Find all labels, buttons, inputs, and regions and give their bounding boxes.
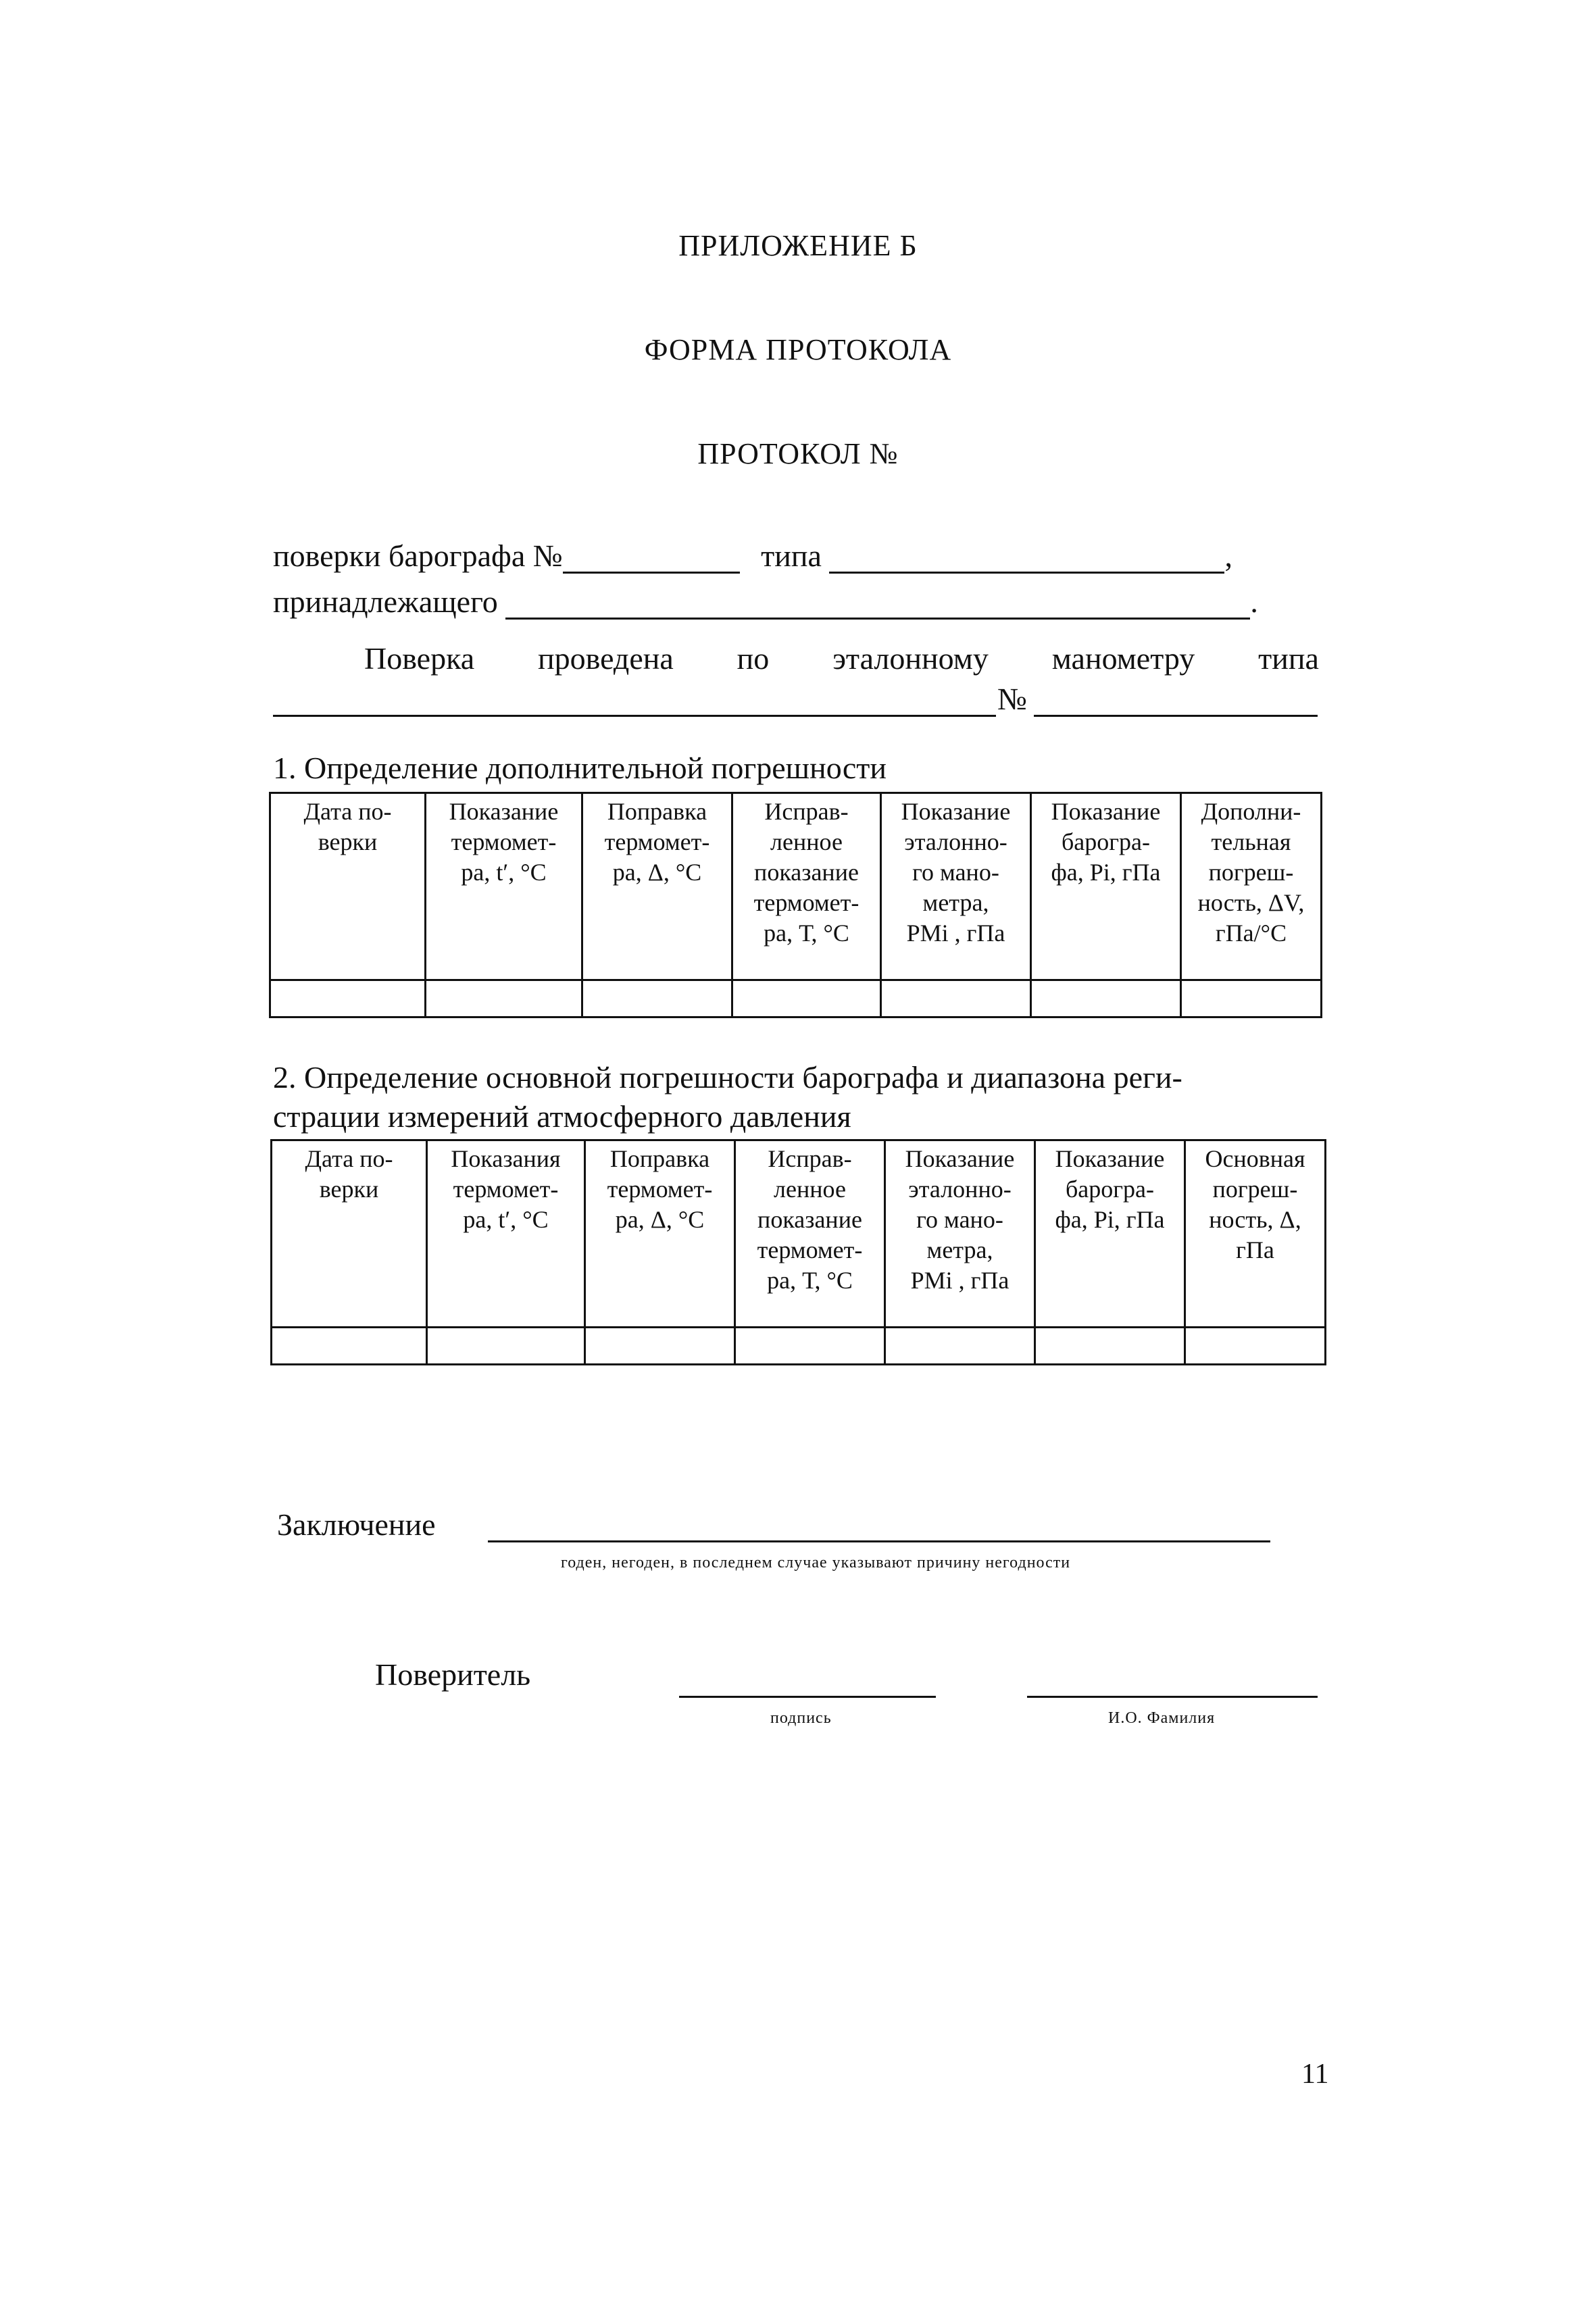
section1-table bbox=[269, 792, 1322, 1018]
verifier-label: Поверитель bbox=[375, 1657, 531, 1692]
line2-period: . bbox=[1250, 584, 1258, 619]
column-header: Дата по- верки bbox=[272, 1140, 427, 1328]
section2-table bbox=[270, 1139, 1326, 1365]
conclusion-blank[interactable] bbox=[488, 1540, 1270, 1542]
table-row bbox=[272, 1328, 1326, 1365]
intro-line-3 bbox=[273, 640, 1319, 676]
column-header: Показание эталонно- го мано- метра, PМi , гПа bbox=[885, 1140, 1035, 1328]
word-4: эталонному bbox=[832, 641, 989, 676]
table-cell[interactable] bbox=[585, 1328, 735, 1365]
column-header: Показание барогра- фа, Pi, гПа bbox=[1035, 1140, 1185, 1328]
word-5: манометру bbox=[1051, 641, 1195, 676]
table-header-row bbox=[272, 1140, 1326, 1328]
word-1: Поверка bbox=[364, 641, 475, 676]
table-cell[interactable] bbox=[732, 980, 881, 1017]
table-cell[interactable] bbox=[735, 1328, 885, 1365]
table-cell[interactable] bbox=[881, 980, 1031, 1017]
column-header: Основная погреш- ность, Δ, гПа bbox=[1185, 1140, 1326, 1328]
table-cell[interactable] bbox=[1185, 1328, 1326, 1365]
column-header: Показание эталонно- го мано- метра, PМi , гПа bbox=[881, 793, 1031, 980]
word-3: по bbox=[737, 641, 770, 676]
table-cell[interactable] bbox=[1181, 980, 1322, 1017]
column-header: Показания термомет- ра, t′, °С bbox=[427, 1140, 585, 1328]
word-6: типа bbox=[1258, 641, 1319, 676]
intro-line-1 bbox=[273, 538, 1232, 574]
barograph-label: поверки барографа № bbox=[273, 538, 563, 573]
table-cell[interactable] bbox=[427, 1328, 585, 1365]
manometer-number-blank[interactable] bbox=[1034, 715, 1318, 717]
page-number: 11 bbox=[1301, 2059, 1329, 2090]
column-header: Исправ- ленное показание термомет- ра, Т, °С bbox=[735, 1140, 885, 1328]
table-cell[interactable] bbox=[270, 980, 426, 1017]
line1-comma: , bbox=[1224, 538, 1232, 573]
owner-blank[interactable] bbox=[505, 590, 1250, 620]
name-caption: И.О. Фамилия bbox=[1108, 1709, 1216, 1727]
table-cell[interactable] bbox=[272, 1328, 427, 1365]
signature-blank[interactable] bbox=[679, 1696, 936, 1698]
appendix-heading: ПРИЛОЖЕНИЕ Б bbox=[678, 229, 918, 262]
table-cell[interactable] bbox=[426, 980, 582, 1017]
name-blank[interactable] bbox=[1027, 1696, 1318, 1698]
owner-label: принадлежащего bbox=[273, 584, 498, 619]
table-cell[interactable] bbox=[1031, 980, 1181, 1017]
section2-title-line-1: 2. Определение основной погрешности барографа и диапазона реги- bbox=[273, 1060, 1182, 1095]
manometer-number-label: № bbox=[997, 682, 1027, 716]
table-cell[interactable] bbox=[885, 1328, 1035, 1365]
manometer-type-blank[interactable] bbox=[273, 715, 996, 717]
column-header: Исправ- ленное показание термомет- ра, Т, °С bbox=[732, 793, 881, 980]
form-title: ФОРМА ПРОТОКОЛА bbox=[644, 333, 952, 366]
table-cell[interactable] bbox=[1035, 1328, 1185, 1365]
table-cell[interactable] bbox=[582, 980, 732, 1017]
column-header: Поправка термомет- ра, Δ, °С bbox=[582, 793, 732, 980]
type-label: типа bbox=[761, 538, 822, 573]
section2-title-line-2: страции измерений атмосферного давления bbox=[273, 1099, 851, 1134]
table-row bbox=[270, 980, 1322, 1017]
column-header: Дополни- тельная погреш- ность, ΔV, гПа/°С bbox=[1181, 793, 1322, 980]
column-header: Поправка термомет- ра, Δ, °С bbox=[585, 1140, 735, 1328]
protocol-title: ПРОТОКОЛ № bbox=[697, 437, 899, 470]
table-header-row bbox=[270, 793, 1322, 980]
barograph-number-blank[interactable] bbox=[563, 545, 740, 574]
column-header: Дата по- верки bbox=[270, 793, 426, 980]
column-header: Показание термомет- ра, t′, °С bbox=[426, 793, 582, 980]
signature-caption: подпись bbox=[770, 1709, 832, 1727]
word-2: проведена bbox=[538, 641, 674, 676]
column-header: Показание барогра- фа, Pi, гПа bbox=[1031, 793, 1181, 980]
intro-line-2 bbox=[273, 584, 1258, 620]
conclusion-label: Заключение bbox=[277, 1507, 436, 1542]
section1-title: 1. Определение дополнительной погрешности bbox=[273, 751, 887, 785]
conclusion-hint: годен, негоден, в последнем случае указывают причину негодности bbox=[561, 1554, 1071, 1571]
barograph-type-blank[interactable] bbox=[829, 545, 1224, 574]
